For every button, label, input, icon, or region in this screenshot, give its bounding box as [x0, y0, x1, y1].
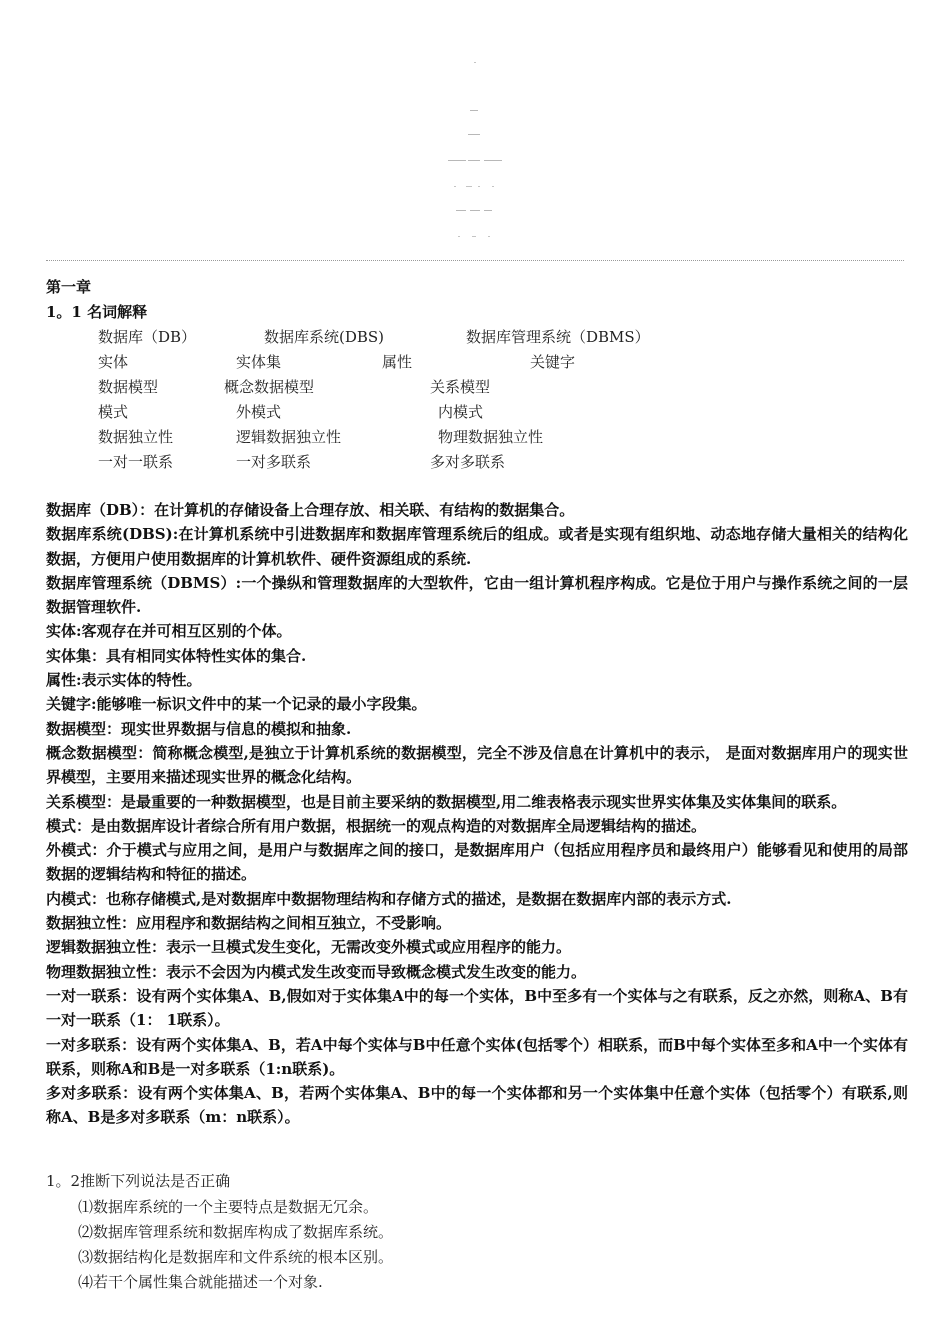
definition-paragraph: 数据独立性：应用程序和数据结构之间相互独立，不受影响。 [46, 914, 452, 933]
term-row [98, 449, 738, 474]
term: 物理数据独立性 [438, 428, 544, 446]
term: 属性 [382, 353, 413, 371]
definition-paragraph: 数据库管理系统（DBMS）:一个操纵和管理数据库的大型软件，它由一组计算机程序构成。它是位于用户与操作系统之间的一层数据管理软件. [46, 573, 908, 617]
definition-paragraph: 关系模型：是最重要的一种数据模型，也是目前主要采纳的数据模型,用二维表格表示现实世界实体集及实体集间的联系。 [46, 792, 847, 811]
term: 数据库（DB） [98, 328, 197, 346]
definition-paragraph: 关键字:能够唯一标识文件中的某一个记录的最小字段集。 [46, 695, 427, 714]
question-item: ⑶数据结构化是数据库和文件系统的根本区别。 [78, 1248, 394, 1266]
term: 实体集 [236, 353, 282, 371]
term-row [98, 349, 738, 374]
definition-paragraph: 一对多联系：设有两个实体集A、B，若A中每个实体与B中任意个实体(包括零个）相联系，而B中每个实体至多和A中一个实体有联系，则称A和B是一对多联系（1:n联系)。 [46, 1035, 908, 1078]
term-row [98, 399, 738, 424]
term: 多对多联系 [430, 453, 506, 471]
term: 逻辑数据独立性 [236, 428, 342, 446]
term: 一对一联系 [98, 453, 174, 471]
definition-paragraph: 多对多联系：设有两个实体集A、B，若两个实体集A、B中的每一个实体都和另一个实体集中任意个实体（包括零个）有联系,则称A、B是多对多联系（m：n联系）。 [46, 1084, 908, 1127]
definition-paragraph: 数据模型：现实世界数据与信息的模拟和抽象. [46, 719, 352, 738]
term-row [98, 374, 738, 399]
section-heading-1-2: 1。2推断下列说法是否正确 [46, 1172, 231, 1190]
question-list [78, 1195, 393, 1295]
definition-paragraph: 物理数据独立性：表示不会因为内模式发生改变而导致概念模式发生改变的能力。 [46, 962, 587, 981]
term-list [98, 324, 738, 474]
term-row [98, 324, 738, 349]
header-faint-marks [0, 0, 950, 250]
definition-paragraph: 数据库（DB）：在计算机的存储设备上合理存放、相关联、有结构的数据集合。 [46, 501, 575, 519]
definitions [46, 498, 908, 1130]
term-row [98, 424, 738, 449]
definition-paragraph: 概念数据模型：简称概念模型,是独立于计算机系统的数据模型，完全不涉及信息在计算机中的表示， 是面对数据库用户的现实世界模型，主要用来描述现实世界的概念化结构。 [46, 743, 908, 787]
definition-paragraph: 外模式：介于模式与应用之间，是用户与数据库之间的接口，是数据库用户（包括应用程序员和最终用户）能够看见和使用的局部数据的逻辑结构和特征的描述。 [46, 841, 908, 884]
term: 关键字 [530, 353, 576, 371]
definition-paragraph: 内模式：也称存储模式,是对数据库中数据物理结构和存储方式的描述，是数据在数据库内部的表示方式. [46, 889, 732, 908]
term: 关系模型 [430, 378, 491, 396]
header-divider [46, 260, 904, 261]
term: 数据模型 [98, 378, 159, 396]
definition-paragraph: 数据库系统(DBS):在计算机系统中引进数据库和数据库管理系统后的组成。或者是实现有组织地、动态地存储大量相关的结构化数据，方便用户使用数据库的计算机软件、硬件资源组成的系统. [46, 525, 908, 568]
definition-paragraph: 实体集：具有相同实体特性实体的集合. [46, 646, 307, 665]
definition-paragraph: 一对一联系：设有两个实体集A、B,假如对于实体集A中的每一个实体，B中至多有一个实体与之有联系，反之亦然，则称A、B有一对一联系（1： 1联系）。 [46, 986, 908, 1030]
question-item: ⑵数据库管理系统和数据库构成了数据库系统。 [78, 1223, 394, 1241]
chapter-title: 第一章 [46, 278, 92, 296]
question-item: ⑷若干个属性集合就能描述一个对象. [78, 1273, 323, 1291]
term: 概念数据模型 [224, 378, 315, 396]
term: 实体 [98, 353, 129, 371]
term: 数据独立性 [98, 428, 174, 446]
definition-paragraph: 逻辑数据独立性：表示一旦模式发生变化，无需改变外模式或应用程序的能力。 [46, 938, 572, 957]
term: 模式 [98, 403, 129, 421]
term: 一对多联系 [236, 453, 312, 471]
term: 内模式 [438, 403, 484, 421]
term: 外模式 [236, 403, 282, 421]
definition-paragraph: 实体:客观存在并可相互区别的个体。 [46, 622, 292, 641]
definition-paragraph: 属性:表示实体的特性。 [46, 671, 202, 690]
definition-paragraph: 模式：是由数据库设计者综合所有用户数据，根据统一的观点构造的对数据库全局逻辑结构的描述。 [46, 816, 707, 835]
section-heading-1-1: 1。1 名词解释 [46, 303, 148, 321]
term: 数据库系统(DBS) [264, 328, 385, 346]
term: 数据库管理系统（DBMS） [466, 328, 650, 346]
question-item: ⑴数据库系统的一个主要特点是数据无冗余。 [78, 1198, 379, 1216]
